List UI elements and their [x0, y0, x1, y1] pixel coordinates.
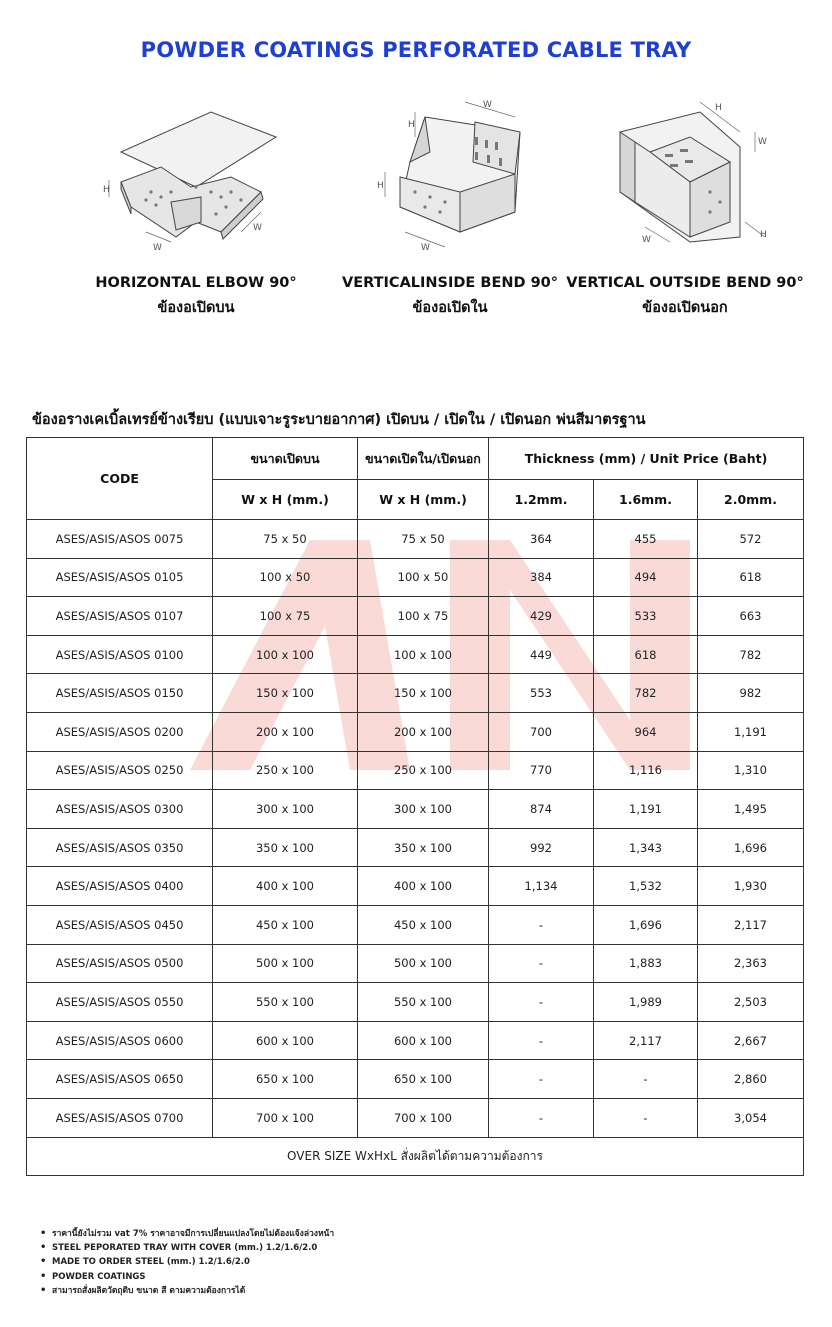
oversize-note: OVER SIZE WxHxL สั่งผลิตได้ตามความต้องการ — [27, 1137, 804, 1175]
cell-code: ASES/ASIS/ASOS 0200 — [27, 712, 213, 751]
vertical-inside-bend-drawing-icon — [355, 92, 545, 257]
cell-price-2-0: 782 — [698, 635, 804, 674]
header-code: CODE — [27, 438, 213, 520]
svg-text:W: W — [642, 235, 651, 245]
svg-text:H: H — [377, 181, 384, 191]
cell-size-inout: 400 x 100 — [358, 867, 489, 906]
cell-code: ASES/ASIS/ASOS 0700 — [27, 1098, 213, 1137]
cell-size-inout: 250 x 100 — [358, 751, 489, 790]
cell-price-1-6: - — [594, 1060, 698, 1099]
cell-price-2-0: 1,191 — [698, 712, 804, 751]
price-table-body — [27, 520, 804, 1176]
table-row — [27, 1060, 804, 1099]
note-item: • MADE TO ORDER STEEL (mm.) 1.2/1.6/2.0 — [40, 1255, 334, 1269]
vertical-outside-bend-drawing-icon — [590, 92, 780, 257]
table-heading: ข้องอรางเคเบิ้ลเทรย์ข้างเรียบ (แบบเจาะรูระบายอากาศ) เปิดบน / เปิดใน / เปิดนอก พ่นสีมาตรฐาน — [32, 412, 646, 428]
cell-price-2-0: 1,696 — [698, 828, 804, 867]
table-row — [27, 1098, 804, 1137]
cell-size-inout: 450 x 100 — [358, 905, 489, 944]
cell-code: ASES/ASIS/ASOS 0150 — [27, 674, 213, 713]
table-row — [27, 597, 804, 636]
cell-code: ASES/ASIS/ASOS 0100 — [27, 635, 213, 674]
cell-price-2-0: 2,860 — [698, 1060, 804, 1099]
cell-price-2-0: 2,667 — [698, 1021, 804, 1060]
svg-text:H: H — [715, 103, 722, 113]
cell-price-2-0: 1,495 — [698, 790, 804, 829]
table-row — [27, 790, 804, 829]
product-thai-name: ข้องอเปิดใน — [412, 300, 488, 316]
cell-price-2-0: 663 — [698, 597, 804, 636]
cell-size-inout: 700 x 100 — [358, 1098, 489, 1137]
product-vertical-outside-bend — [565, 92, 805, 319]
cell-size-top: 650 x 100 — [213, 1060, 358, 1099]
table-row — [27, 712, 804, 751]
cell-size-top: 400 x 100 — [213, 867, 358, 906]
product-thai-name: ข้องอเปิดบน — [157, 300, 235, 316]
cell-size-top: 450 x 100 — [213, 905, 358, 944]
cell-code: ASES/ASIS/ASOS 0105 — [27, 558, 213, 597]
horizontal-elbow-drawing-icon — [101, 92, 291, 257]
header-thickness-1-6: 1.6mm. — [594, 480, 698, 520]
table-row — [27, 944, 804, 983]
cell-price-1-2: 429 — [489, 597, 594, 636]
cell-price-2-0: 1,930 — [698, 867, 804, 906]
table-footer-row — [27, 1137, 804, 1175]
header-open-inout: ขนาดเปิดใน/เปิดนอก — [358, 438, 489, 480]
table-row — [27, 635, 804, 674]
cell-size-inout: 200 x 100 — [358, 712, 489, 751]
cell-price-1-6: 1,696 — [594, 905, 698, 944]
cell-price-1-6: 1,532 — [594, 867, 698, 906]
cell-price-2-0: 2,363 — [698, 944, 804, 983]
cell-size-top: 100 x 50 — [213, 558, 358, 597]
cell-price-1-6: 494 — [594, 558, 698, 597]
cell-size-top: 700 x 100 — [213, 1098, 358, 1137]
note-item: • POWDER COATINGS — [40, 1270, 334, 1284]
product-name: HORIZONTAL ELBOW 90° — [95, 275, 297, 291]
cell-price-1-2: 992 — [489, 828, 594, 867]
cell-price-2-0: 1,310 — [698, 751, 804, 790]
cell-size-top: 300 x 100 — [213, 790, 358, 829]
cell-size-top: 200 x 100 — [213, 712, 358, 751]
product-horizontal-elbow — [76, 92, 316, 319]
svg-text:W: W — [421, 243, 430, 253]
svg-text:H: H — [103, 185, 110, 195]
cell-price-1-6: 1,191 — [594, 790, 698, 829]
cell-price-1-6: 1,116 — [594, 751, 698, 790]
cell-size-inout: 500 x 100 — [358, 944, 489, 983]
cell-code: ASES/ASIS/ASOS 0075 — [27, 520, 213, 559]
cell-size-inout: 100 x 50 — [358, 558, 489, 597]
cell-size-inout: 600 x 100 — [358, 1021, 489, 1060]
cell-price-2-0: 3,054 — [698, 1098, 804, 1137]
price-table — [26, 437, 804, 1176]
cell-price-1-2: 384 — [489, 558, 594, 597]
table-row — [27, 983, 804, 1022]
cell-price-1-6: 782 — [594, 674, 698, 713]
cell-price-1-2: 553 — [489, 674, 594, 713]
cell-size-top: 150 x 100 — [213, 674, 358, 713]
cell-code: ASES/ASIS/ASOS 0550 — [27, 983, 213, 1022]
cell-size-inout: 100 x 100 — [358, 635, 489, 674]
table-row — [27, 558, 804, 597]
page-title: POWDER COATINGS PERFORATED CABLE TRAY — [140, 38, 692, 62]
header-thickness-1-2: 1.2mm. — [489, 480, 594, 520]
cell-price-1-6: 2,117 — [594, 1021, 698, 1060]
header-thickness-2-0: 2.0mm. — [698, 480, 804, 520]
cell-price-1-2: - — [489, 983, 594, 1022]
note-item: • ราคานี้ยังไม่รวม vat 7% ราคาอาจมีการเปลี่ยนแปลงโดยไม่ต้องแจ้งล่วงหน้า — [40, 1227, 334, 1241]
header-wxh: W x H (mm.) — [213, 480, 358, 520]
svg-text:H: H — [408, 120, 415, 130]
cell-price-1-6: 964 — [594, 712, 698, 751]
cell-size-top: 250 x 100 — [213, 751, 358, 790]
cell-price-2-0: 2,117 — [698, 905, 804, 944]
product-name: VERTICAL OUTSIDE BEND 90° — [566, 275, 804, 291]
cell-size-top: 100 x 75 — [213, 597, 358, 636]
cell-price-1-6: - — [594, 1098, 698, 1137]
cell-price-1-2: 449 — [489, 635, 594, 674]
table-row — [27, 674, 804, 713]
cell-price-1-2: - — [489, 905, 594, 944]
svg-text:W: W — [153, 243, 162, 253]
cell-code: ASES/ASIS/ASOS 0107 — [27, 597, 213, 636]
cell-price-1-2: - — [489, 944, 594, 983]
cell-code: ASES/ASIS/ASOS 0600 — [27, 1021, 213, 1060]
cell-code: ASES/ASIS/ASOS 0250 — [27, 751, 213, 790]
note-item: • สามารถสั่งผลิตวัตถุดิบ ขนาด สี ตามความต้องการได้ — [40, 1284, 334, 1298]
cell-size-top: 550 x 100 — [213, 983, 358, 1022]
cell-price-1-6: 618 — [594, 635, 698, 674]
table-row — [27, 905, 804, 944]
table-row — [27, 1021, 804, 1060]
cell-price-1-2: 874 — [489, 790, 594, 829]
table-row — [27, 751, 804, 790]
product-thai-name: ข้องอเปิดนอก — [642, 300, 728, 316]
cell-price-2-0: 2,503 — [698, 983, 804, 1022]
cell-code: ASES/ASIS/ASOS 0650 — [27, 1060, 213, 1099]
cell-price-1-2: 364 — [489, 520, 594, 559]
header-wxh: W x H (mm.) — [358, 480, 489, 520]
cell-price-2-0: 618 — [698, 558, 804, 597]
cell-size-top: 600 x 100 — [213, 1021, 358, 1060]
cell-code: ASES/ASIS/ASOS 0500 — [27, 944, 213, 983]
cell-price-1-2: - — [489, 1021, 594, 1060]
cell-size-inout: 75 x 50 — [358, 520, 489, 559]
table-row — [27, 867, 804, 906]
note-item: • STEEL PEPORATED TRAY WITH COVER (mm.) 1.2/1.6/2.0 — [40, 1241, 334, 1255]
cell-code: ASES/ASIS/ASOS 0300 — [27, 790, 213, 829]
notes-list — [40, 1227, 334, 1298]
table-row — [27, 520, 804, 559]
cell-price-1-6: 1,989 — [594, 983, 698, 1022]
cell-price-1-6: 1,883 — [594, 944, 698, 983]
product-vertical-inside-bend — [330, 92, 570, 319]
cell-code: ASES/ASIS/ASOS 0400 — [27, 867, 213, 906]
cell-size-inout: 350 x 100 — [358, 828, 489, 867]
cell-price-1-2: - — [489, 1098, 594, 1137]
cell-price-1-2: 770 — [489, 751, 594, 790]
cell-size-inout: 650 x 100 — [358, 1060, 489, 1099]
cell-price-1-6: 533 — [594, 597, 698, 636]
cell-price-1-2: 1,134 — [489, 867, 594, 906]
svg-text:W: W — [483, 100, 492, 110]
cell-price-2-0: 982 — [698, 674, 804, 713]
cell-code: ASES/ASIS/ASOS 0450 — [27, 905, 213, 944]
svg-text:W: W — [758, 137, 767, 147]
cell-price-1-2: - — [489, 1060, 594, 1099]
header-thickness: Thickness (mm) / Unit Price (Baht) — [489, 438, 804, 480]
cell-price-1-6: 455 — [594, 520, 698, 559]
cell-size-top: 100 x 100 — [213, 635, 358, 674]
product-name: VERTICALINSIDE BEND 90° — [342, 275, 558, 291]
cell-size-top: 75 x 50 — [213, 520, 358, 559]
cell-code: ASES/ASIS/ASOS 0350 — [27, 828, 213, 867]
svg-text:H: H — [760, 230, 767, 240]
cell-size-top: 500 x 100 — [213, 944, 358, 983]
table-row — [27, 828, 804, 867]
cell-size-inout: 300 x 100 — [358, 790, 489, 829]
cell-price-1-2: 700 — [489, 712, 594, 751]
header-open-top: ขนาดเปิดบน — [213, 438, 358, 480]
cell-size-inout: 550 x 100 — [358, 983, 489, 1022]
cell-size-inout: 100 x 75 — [358, 597, 489, 636]
cell-price-1-6: 1,343 — [594, 828, 698, 867]
svg-text:W: W — [253, 223, 262, 233]
cell-size-top: 350 x 100 — [213, 828, 358, 867]
cell-size-inout: 150 x 100 — [358, 674, 489, 713]
cell-price-2-0: 572 — [698, 520, 804, 559]
